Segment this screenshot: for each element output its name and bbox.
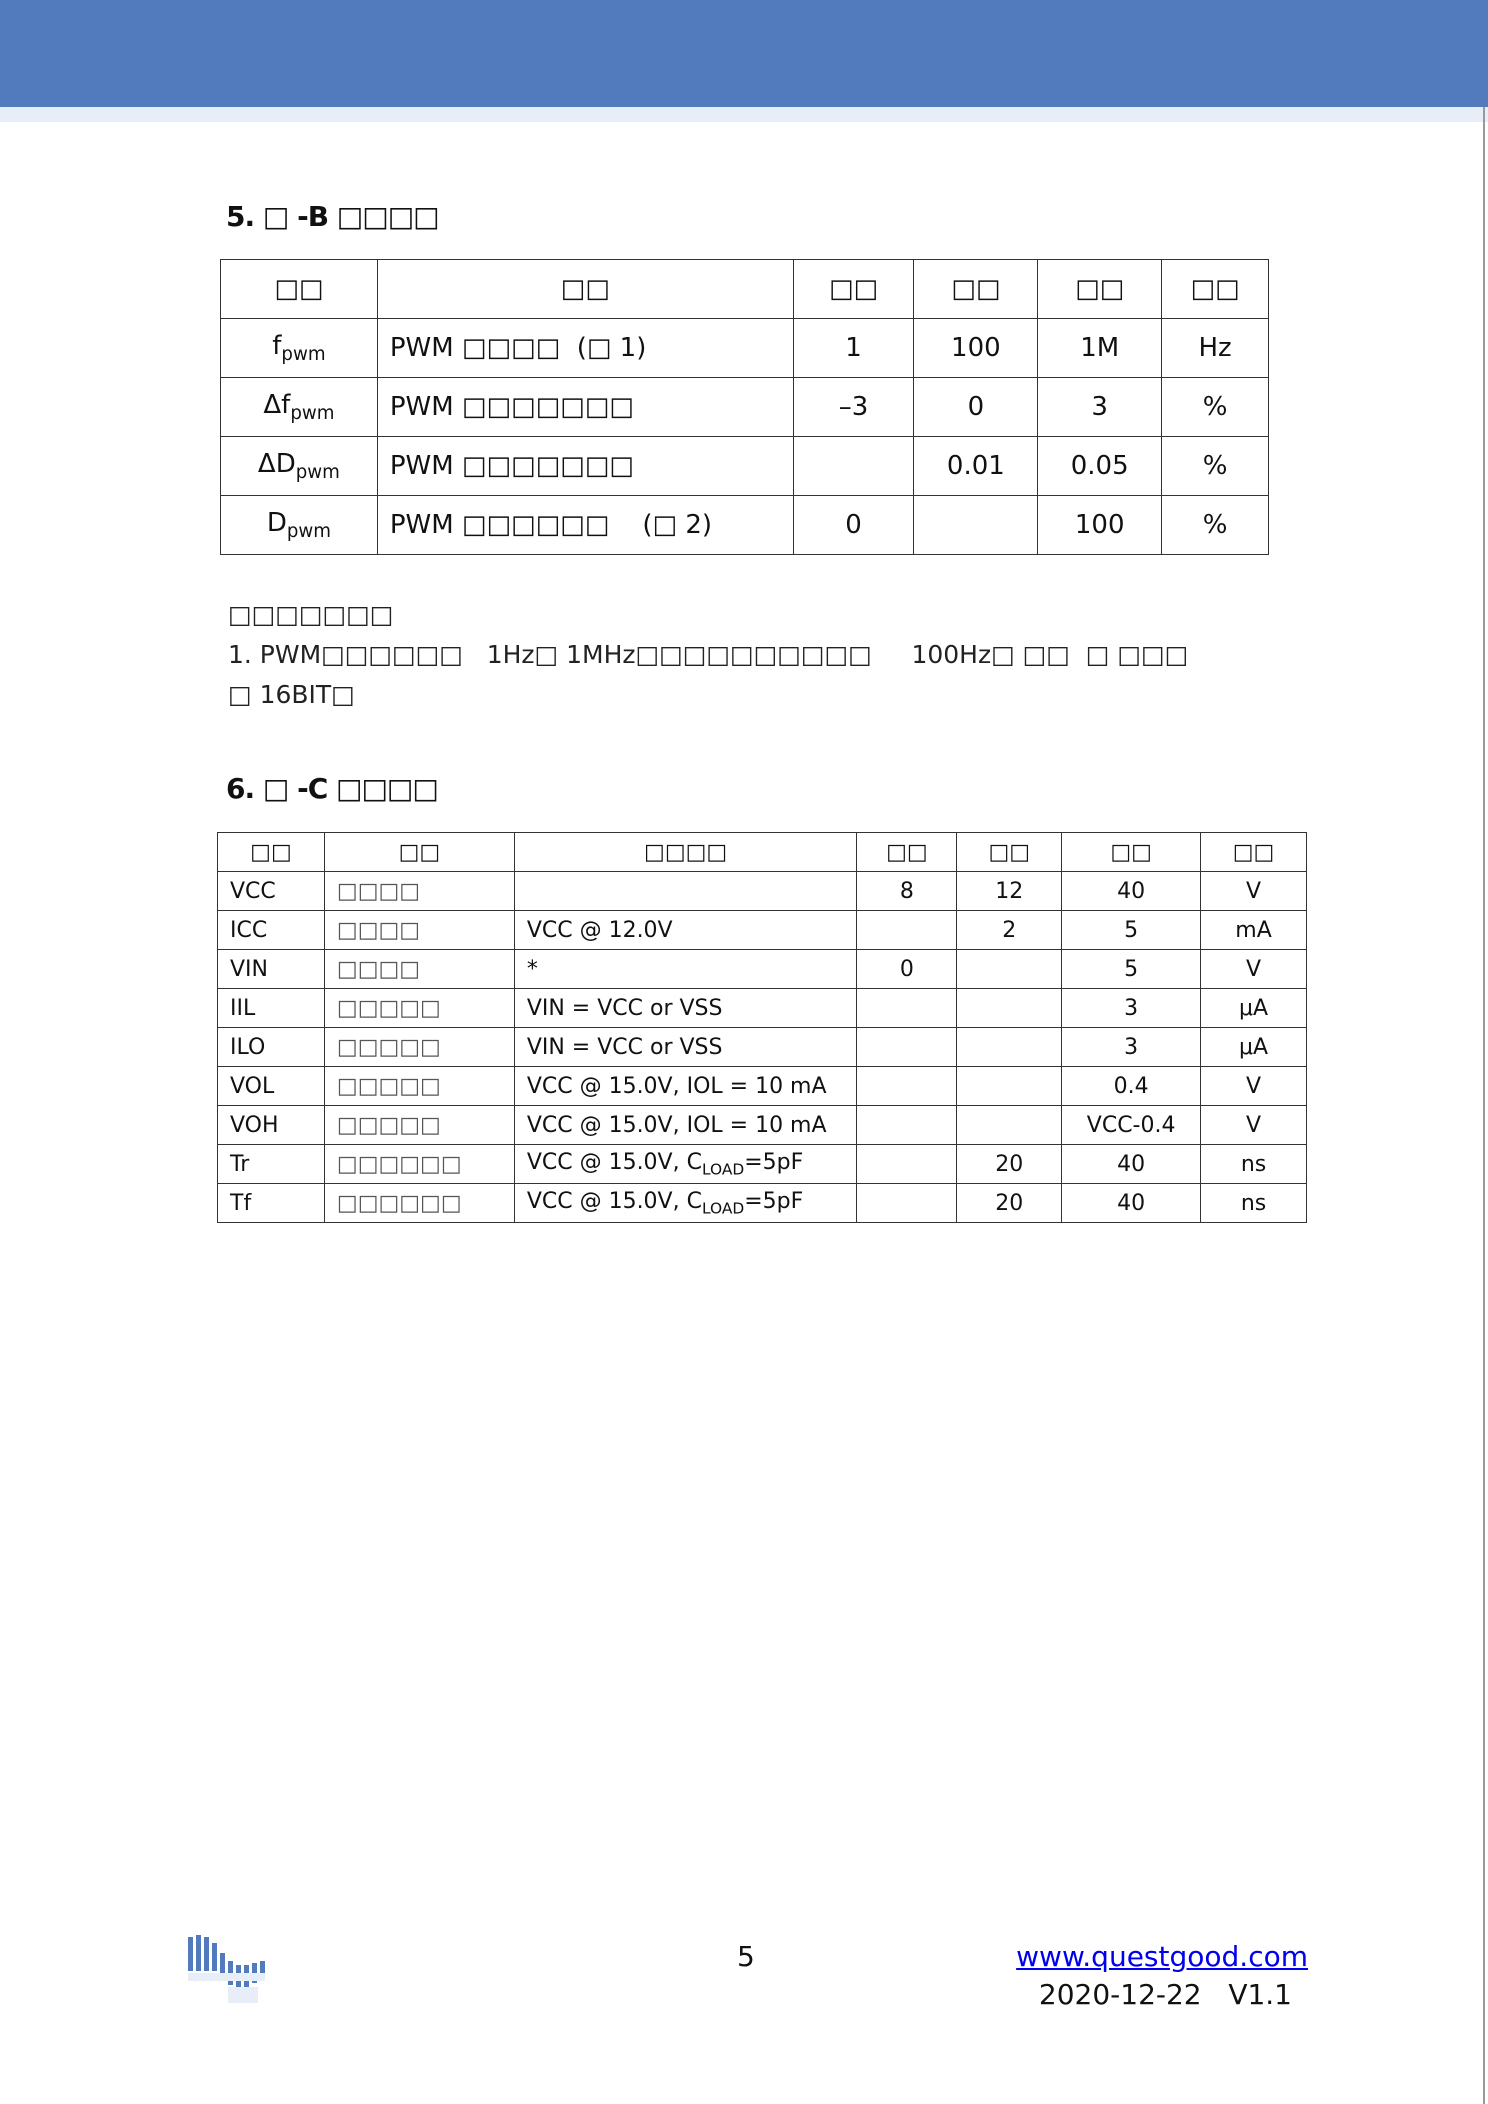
table-row <box>218 1028 1307 1067</box>
param-cell: □□□□□ <box>324 1106 514 1145</box>
typ-cell: 12 <box>957 872 1062 911</box>
symbol-cell: VIN <box>218 950 325 989</box>
symbol-cell: $\Delta D_{pwm}$ <box>221 437 378 496</box>
param-cell: □□□□ <box>324 911 514 950</box>
header-cell: □□ <box>221 260 378 319</box>
typ-cell <box>957 989 1062 1028</box>
table-row <box>218 1145 1307 1184</box>
desc-cell: PWM □□□□□□ (□ 2) <box>377 496 793 555</box>
header-cell: □□ <box>957 833 1062 872</box>
max-cell: 1M <box>1038 319 1162 378</box>
header-cell: □□ <box>324 833 514 872</box>
header-cell: □□ <box>218 833 325 872</box>
table-row <box>218 950 1307 989</box>
notes-title: □□□□□□□ <box>228 600 394 629</box>
min-cell: –3 <box>793 378 914 437</box>
min-cell <box>857 1184 957 1223</box>
table-row <box>221 319 1269 378</box>
unit-cell: V <box>1201 1067 1307 1106</box>
typ-cell <box>957 1106 1062 1145</box>
condition-cell: * <box>514 950 857 989</box>
unit-cell: mA <box>1201 911 1307 950</box>
typ-cell: 20 <box>957 1145 1062 1184</box>
unit-cell: % <box>1162 437 1269 496</box>
unit-cell: μA <box>1201 989 1307 1028</box>
max-cell: 0.4 <box>1062 1067 1201 1106</box>
condition-cell: VCC @ 15.0V, $C_{LOAD}=5pF$ <box>514 1145 857 1184</box>
max-cell: VCC-0.4 <box>1062 1106 1201 1145</box>
symbol-cell: IIL <box>218 989 325 1028</box>
min-cell <box>857 1106 957 1145</box>
param-cell: □□□□□ <box>324 989 514 1028</box>
header-cell: □□ <box>1162 260 1269 319</box>
max-cell: 0.05 <box>1038 437 1162 496</box>
max-cell: 5 <box>1062 911 1201 950</box>
dc-table <box>217 832 1307 1223</box>
unit-cell: V <box>1201 1106 1307 1145</box>
max-cell: 3 <box>1062 1028 1201 1067</box>
table-row <box>218 1067 1307 1106</box>
max-cell: 40 <box>1062 1184 1201 1223</box>
max-cell: 3 <box>1062 989 1201 1028</box>
typ-cell: 100 <box>914 319 1038 378</box>
company-logo <box>184 1935 294 2010</box>
header-cell: □□ <box>793 260 914 319</box>
section5-title: 5. □ -B □□□□ <box>226 200 439 233</box>
min-cell: 0 <box>793 496 914 555</box>
table-row <box>221 496 1269 555</box>
header-strip <box>0 107 1488 122</box>
min-cell <box>857 1067 957 1106</box>
condition-cell: VCC @ 12.0V <box>514 911 857 950</box>
min-cell <box>857 1145 957 1184</box>
desc-cell: PWM □□□□□□□ <box>377 378 793 437</box>
param-cell: □□□□□□ <box>324 1145 514 1184</box>
desc-cell: PWM □□□□ (□ 1) <box>377 319 793 378</box>
page-number: 5 <box>737 1940 755 1973</box>
unit-cell: % <box>1162 496 1269 555</box>
table-row <box>218 872 1307 911</box>
unit-cell: V <box>1201 872 1307 911</box>
date-version: 2020-12-22 V1.1 <box>1038 1978 1292 2011</box>
min-cell <box>793 437 914 496</box>
unit-cell: ns <box>1201 1184 1307 1223</box>
typ-cell <box>957 1028 1062 1067</box>
section6-title: 6. □ -C □□□□ <box>226 772 438 805</box>
pwm-table <box>220 259 1269 555</box>
website-link[interactable]: www.questgood.com <box>1016 1940 1308 1973</box>
table-row <box>218 1106 1307 1145</box>
unit-cell: % <box>1162 378 1269 437</box>
desc-cell: PWM □□□□□□□ <box>377 437 793 496</box>
param-cell: □□□□ <box>324 950 514 989</box>
note-1: 1. PWM□□□□□□ 1Hz□ 1MHz□□□□□□□□□□ 100Hz□ □□ □ □□□ <box>228 640 1189 669</box>
min-cell: 8 <box>857 872 957 911</box>
header-cell: □□ <box>1062 833 1201 872</box>
table-header <box>218 833 1307 872</box>
page-edge <box>1483 107 1485 2104</box>
typ-cell <box>957 950 1062 989</box>
symbol-cell: VOH <box>218 1106 325 1145</box>
symbol-cell: Tr <box>218 1145 325 1184</box>
symbol-cell: Tf <box>218 1184 325 1223</box>
min-cell <box>857 911 957 950</box>
param-cell: □□□□□ <box>324 1028 514 1067</box>
typ-cell: 0.01 <box>914 437 1038 496</box>
unit-cell: ns <box>1201 1145 1307 1184</box>
max-cell: 40 <box>1062 1145 1201 1184</box>
min-cell <box>857 989 957 1028</box>
table-row <box>221 437 1269 496</box>
header-cell: □□ <box>914 260 1038 319</box>
condition-cell: VCC @ 15.0V, IOL = 10 mA <box>514 1106 857 1145</box>
condition-cell: VCC @ 15.0V, $C_{LOAD}=5pF$ <box>514 1184 857 1223</box>
condition-cell: VCC @ 15.0V, IOL = 10 mA <box>514 1067 857 1106</box>
min-cell: 0 <box>857 950 957 989</box>
unit-cell: V <box>1201 950 1307 989</box>
table-row <box>218 911 1307 950</box>
header-cell: □□ <box>1201 833 1307 872</box>
condition-cell: VIN = VCC or VSS <box>514 989 857 1028</box>
header-cell: □□ <box>857 833 957 872</box>
typ-cell: 20 <box>957 1184 1062 1223</box>
param-cell: □□□□□ <box>324 1067 514 1106</box>
header-cell: □□ <box>1038 260 1162 319</box>
header-band <box>0 0 1488 107</box>
condition-cell: VIN = VCC or VSS <box>514 1028 857 1067</box>
symbol-cell: ILO <box>218 1028 325 1067</box>
symbol-cell: ICC <box>218 911 325 950</box>
unit-cell: Hz <box>1162 319 1269 378</box>
max-cell: 40 <box>1062 872 1201 911</box>
param-cell: □□□□ <box>324 872 514 911</box>
typ-cell: 2 <box>957 911 1062 950</box>
condition-cell <box>514 872 857 911</box>
table-row <box>218 989 1307 1028</box>
symbol-cell: VCC <box>218 872 325 911</box>
unit-cell: μA <box>1201 1028 1307 1067</box>
header-cell: □□□□ <box>514 833 857 872</box>
max-cell: 5 <box>1062 950 1201 989</box>
table-row <box>221 378 1269 437</box>
table-row <box>218 1184 1307 1223</box>
min-cell: 1 <box>793 319 914 378</box>
max-cell: 3 <box>1038 378 1162 437</box>
param-cell: □□□□□□ <box>324 1184 514 1223</box>
max-cell: 100 <box>1038 496 1162 555</box>
min-cell <box>857 1028 957 1067</box>
typ-cell <box>914 496 1038 555</box>
header-cell: □□ <box>377 260 793 319</box>
symbol-cell: $f_{pwm}$ <box>221 319 378 378</box>
typ-cell: 0 <box>914 378 1038 437</box>
typ-cell <box>957 1067 1062 1106</box>
symbol-cell: $\Delta f_{pwm}$ <box>221 378 378 437</box>
note-1-cont: □ 16BIT□ <box>228 680 355 709</box>
symbol-cell: VOL <box>218 1067 325 1106</box>
table-header <box>221 260 1269 319</box>
symbol-cell: $D_{pwm}$ <box>221 496 378 555</box>
